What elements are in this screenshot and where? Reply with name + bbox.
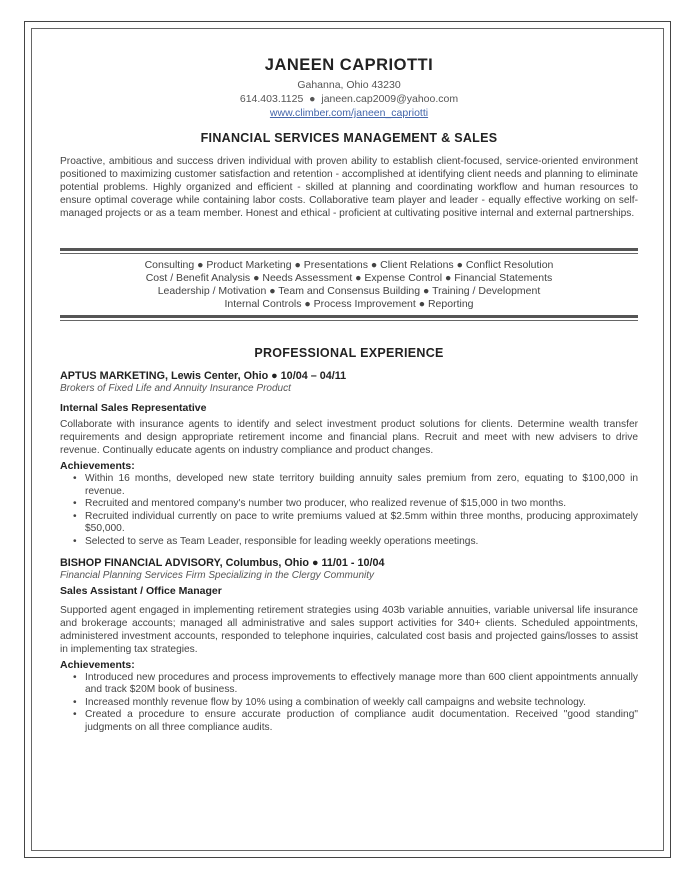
job-heading: BISHOP FINANCIAL ADVISORY, Columbus, Ohio ● 11/01 - 10/04 — [60, 556, 385, 569]
skills-line: Leadership / Motivation ● Team and Consensus Building ● Training / Development — [157, 285, 541, 297]
skills-block — [60, 254, 638, 315]
bullet-icon: • — [73, 709, 77, 721]
job-subheading: Financial Planning Services Firm Specializing in the Clergy Community — [60, 569, 375, 581]
job-entry — [60, 557, 638, 735]
professional-headline: FINANCIAL SERVICES MANAGEMENT & SALES — [200, 131, 498, 145]
contact-location: Gahanna, Ohio 43230 — [297, 79, 401, 91]
job-entry — [60, 370, 638, 549]
skills-line: Internal Controls ● Process Improvement ● Reporting — [224, 298, 474, 310]
bullet-icon: • — [73, 671, 77, 683]
bullet-icon: • — [73, 535, 77, 547]
skills-line: Cost / Benefit Analysis ● Needs Assessment ● Expense Control ● Financial Statements — [145, 272, 553, 284]
bullet-icon: • — [73, 498, 77, 510]
achievement-item — [60, 536, 638, 549]
job-subheading: Brokers of Fixed Life and Annuity Insurance Product — [60, 383, 291, 394]
achievement-item — [60, 697, 638, 710]
job-description: Collaborate with insurance agents to identify and select investment product solutions for clients. Determine wealth transfer requirements and design appropriate retirement income and financial plans. Recruit and meet with new advisers to drive revenue. Continually educate agents on industry compliance and product changes. — [60, 419, 638, 456]
job-heading: APTUS MARKETING, Lewis Center, Ohio ● 10/04 – 04/11 — [60, 370, 347, 382]
achievement-item — [60, 511, 638, 536]
bullet-icon: • — [73, 473, 77, 484]
achievement-item — [60, 672, 638, 697]
contact-website[interactable]: www.climber.com/janeen_capriotti — [269, 107, 429, 119]
achievements-list — [60, 672, 638, 735]
contact-line — [60, 92, 638, 106]
job-role: Internal Sales Representative — [60, 402, 207, 414]
bullet-icon: • — [73, 510, 77, 522]
experience-section-title: PROFESSIONAL EXPERIENCE — [254, 346, 444, 360]
achievement-text: Selected to serve as Team Leader, responsible for leading weekly operations meetings. — [85, 535, 479, 547]
achievement-item — [60, 709, 638, 734]
achievements-list — [60, 473, 638, 549]
summary-paragraph: Proactive, ambitious and success driven individual with proven ability to establish client-focused, service-oriented environment positioned to maximizing customer satisfaction and retention - accomplished at identifying client needs and planning to eliminate potential problems. Highly organized and efficient - skilled at planning and coordinating workflow and human resources to ensure optimal coverage while containing labor costs. Collaborative team player and leader - equally effective working on self-managed projects or as a team member. Honest and ethical - proficient at cultivating positive internal and external partnerships. — [60, 156, 638, 219]
bullet-icon: • — [73, 696, 77, 708]
contact-email[interactable]: janeen.cap2009@yahoo.com — [321, 93, 459, 105]
achievement-text: Created a procedure to ensure accurate production of compliance audit documentation. Received "good standing" judgments on all three compliance audits. — [85, 709, 638, 733]
achievements-label: Achievements: — [60, 460, 135, 472]
skills-line: Consulting ● Product Marketing ● Presentations ● Client Relations ● Conflict Resolution — [144, 259, 554, 271]
achievement-item — [60, 473, 638, 498]
achievement-item — [60, 498, 638, 511]
achievements-label: Achievements: — [60, 658, 135, 671]
achievement-text: Increased monthly revenue flow by 10% using a combination of weekly call campaigns and website technology. — [85, 696, 586, 708]
contact-website-line — [60, 106, 638, 120]
contact-phone: 614.403.1125 — [239, 93, 304, 105]
achievement-text: Introduced new procedures and process improvements to effectively manage more than 600 client appointments annually and track $20M book of business. — [85, 671, 638, 696]
candidate-name: JANEEN CAPRIOTTI — [264, 56, 434, 74]
achievement-text: Recruited individual currently on pace to write premiums valued at $2.5mm within three months, producing approximately $50,000. — [85, 510, 638, 535]
job-description: Supported agent engaged in implementing retirement strategies using 403b variable annuities, variable universal life insurance and brokerage accounts; managed all administrative and sales support activities for 340+ clients. Scheduled appointments, administered investment accounts, responded to telephone inquiries, calculated cost basis and projected gains/losses to assist in implementing tax strategies. — [60, 604, 638, 655]
achievement-text: Recruited and mentored company's number two producer, who realized revenue of $15,000 in two months. — [85, 498, 567, 510]
achievement-text: Within 16 months, developed new state territory building annuity sales premium from zero, equating to $100,000 in revenue. — [85, 473, 638, 497]
contact-separator-dot: ● — [309, 93, 316, 105]
job-role: Sales Assistant / Office Manager — [60, 584, 222, 597]
resume-content — [60, 56, 638, 735]
